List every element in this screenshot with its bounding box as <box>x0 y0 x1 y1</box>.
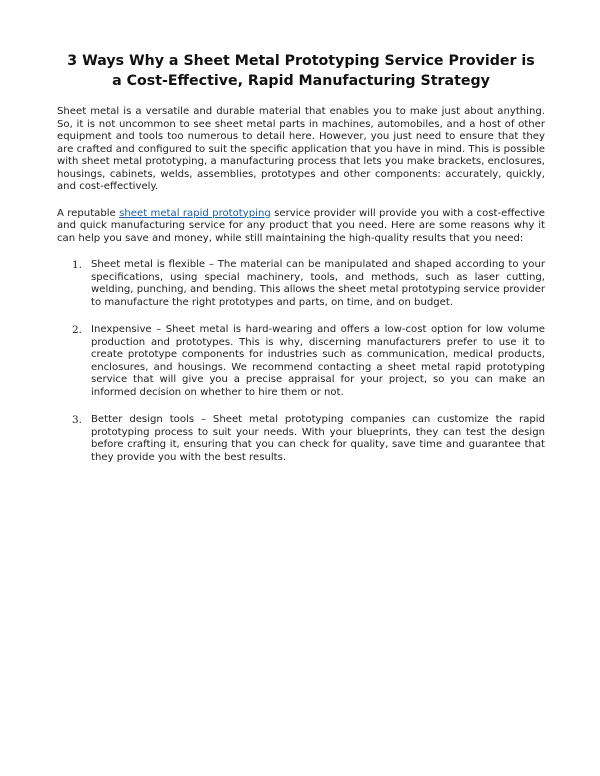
list-item-text: Sheet metal is flexible – The material can be manipulated and shaped according to your specifications, using special machinery, tools, and methods, such as laser cutting, welding, punching, and bending. This allows the sheet metal prototyping service provider to manufacture the right prototypes and parts, on time, and on budget. <box>91 259 545 308</box>
list-item-number: 1. <box>72 259 83 271</box>
page-title: 3 Ways Why a Sheet Metal Prototyping Service Provider is a Cost-Effective, Rapid Manufacturing Strategy <box>67 53 535 89</box>
list-item <box>57 259 545 309</box>
list-item-text: Better design tools – Sheet metal prototyping companies can customize the rapid prototyping process to suit your needs. With your blueprints, they can test the design before crafting it, ensuring that you can check for quality, save time and guarantee that they provide you with the best results. <box>91 414 545 463</box>
list-item-number: 2. <box>72 324 83 336</box>
document-page <box>57 52 545 479</box>
second-paragraph-rest: service provider will provide you with a cost-effective and quick manufacturing service for any product that you need. Here are some reasons why it can help you save and money, while still maintaining the high-quality results that you need: <box>57 207 545 244</box>
list-item <box>57 324 545 399</box>
second-paragraph-lead: A reputable <box>57 207 120 219</box>
list-item-text: Inexpensive – Sheet metal is hard-wearing and offers a low-cost option for low volume production and prototypes. This is why, discerning manufacturers prefer to use it to create prototype components for industries such as communication, medical products, enclosures, and housings. We recommend contacting a sheet metal rapid prototyping service that will give you a precise appraisal for your project, so you can make an informed decision on whether to hire them or not. <box>91 324 545 398</box>
sheet-metal-rapid-prototyping-link[interactable]: sheet metal rapid prototyping <box>119 207 271 219</box>
second-paragraph <box>57 208 545 246</box>
reasons-list <box>57 259 545 464</box>
list-item <box>57 414 545 464</box>
intro-paragraph: Sheet metal is a versatile and durable material that enables you to make just about anything. So, it is not uncommon to see sheet metal parts in machines, automobiles, and a host of other equipment and tools too numerous to detail here. However, you just need to ensure that they are crafted and configured to suit the specific application that you have in mind. This is possible with sheet metal prototyping, a manufacturing process that lets you make brackets, enclosures, housings, cabinets, welds, assemblies, prototypes and other components: accurately, quickly, and cost-effectively. <box>57 106 545 192</box>
list-item-number: 3. <box>72 414 83 426</box>
